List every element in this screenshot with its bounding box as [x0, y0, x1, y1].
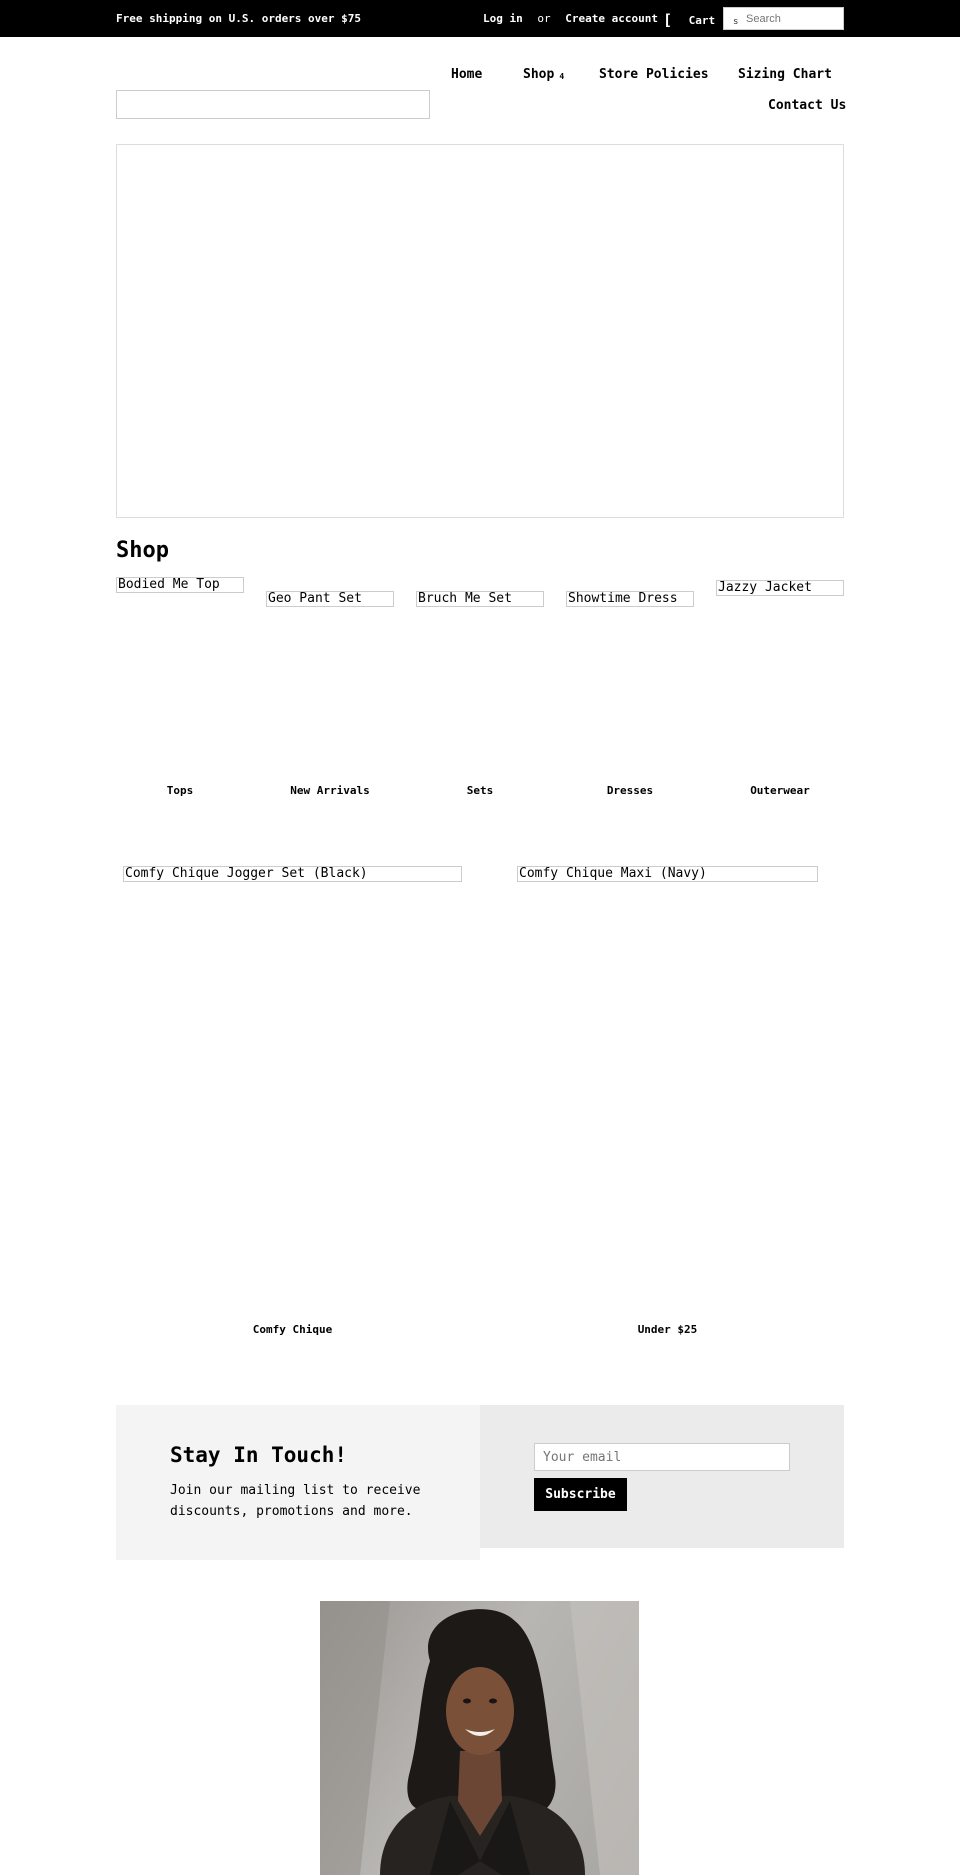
shipping-promo: Free shipping on U.S. orders over $75 — [116, 12, 362, 25]
portrait-illustration — [320, 1601, 639, 1875]
shop-section-title: Shop — [116, 538, 169, 563]
collection-label-new-arrivals[interactable]: New Arrivals — [290, 784, 370, 797]
nav-store-policies-label: Store Policies — [599, 67, 709, 82]
nav-contact-us-label: Contact Us — [768, 98, 847, 113]
subscribe-button[interactable]: Subscribe — [534, 1478, 627, 1511]
search-input[interactable] — [746, 10, 840, 27]
site-logo[interactable] — [116, 90, 430, 119]
nav-sizing-chart-label: Sizing Chart — [738, 67, 832, 82]
newsletter-form — [480, 1405, 844, 1548]
collection-label-dresses[interactable]: Dresses — [606, 784, 654, 797]
login-link[interactable]: Log in — [483, 12, 523, 25]
collection-image-sets[interactable]: Bruch Me Set — [416, 591, 544, 607]
nav-home-label: Home — [451, 67, 483, 82]
collection-image-new-arrivals[interactable]: Geo Pant Set — [266, 591, 394, 607]
chevron-down-icon: 4 — [559, 72, 565, 81]
collection-image-dresses[interactable]: Showtime Dress — [566, 591, 694, 607]
cart-label: Cart — [688, 14, 716, 27]
or-separator: or — [537, 12, 551, 25]
collection-image-tops[interactable]: Bodied Me Top — [116, 577, 244, 593]
featured-label-comfy-chique[interactable]: Comfy Chique — [252, 1323, 333, 1336]
collection-label-outerwear[interactable]: Outerwear — [750, 784, 810, 797]
collection-image-outerwear[interactable]: Jazzy Jacket — [716, 580, 844, 596]
newsletter-text: Join our mailing list to receive discounts, promotions and more. — [170, 1483, 421, 1519]
featured-image-comfy-chique[interactable]: Comfy Chique Jogger Set (Black) — [123, 866, 462, 882]
newsletter-info — [116, 1405, 480, 1560]
newsletter-title: Stay In Touch! — [170, 1443, 348, 1467]
collection-label-tops[interactable]: Tops — [166, 784, 194, 797]
account-links — [483, 12, 658, 25]
collection-label-sets[interactable]: Sets — [466, 784, 494, 797]
hero-slideshow[interactable] — [116, 144, 844, 518]
cart-link[interactable] — [663, 10, 715, 28]
search-icon[interactable]: s — [733, 17, 739, 27]
nav-sizing-chart[interactable] — [738, 67, 832, 82]
create-account-link[interactable]: Create account — [565, 12, 658, 25]
nav-home[interactable] — [451, 67, 482, 82]
nav-contact-us[interactable] — [768, 98, 846, 113]
email-field[interactable] — [534, 1443, 790, 1471]
nav-shop[interactable] — [523, 67, 564, 82]
nav-shop-label: Shop — [523, 67, 555, 82]
search-box — [723, 7, 844, 30]
cart-icon: [ — [663, 11, 673, 29]
nav-store-policies[interactable] — [599, 67, 709, 82]
featured-label-under-25[interactable]: Under $25 — [637, 1323, 698, 1336]
top-bar — [0, 0, 960, 37]
owner-portrait — [320, 1601, 639, 1875]
featured-image-under-25[interactable]: Comfy Chique Maxi (Navy) — [517, 866, 818, 882]
